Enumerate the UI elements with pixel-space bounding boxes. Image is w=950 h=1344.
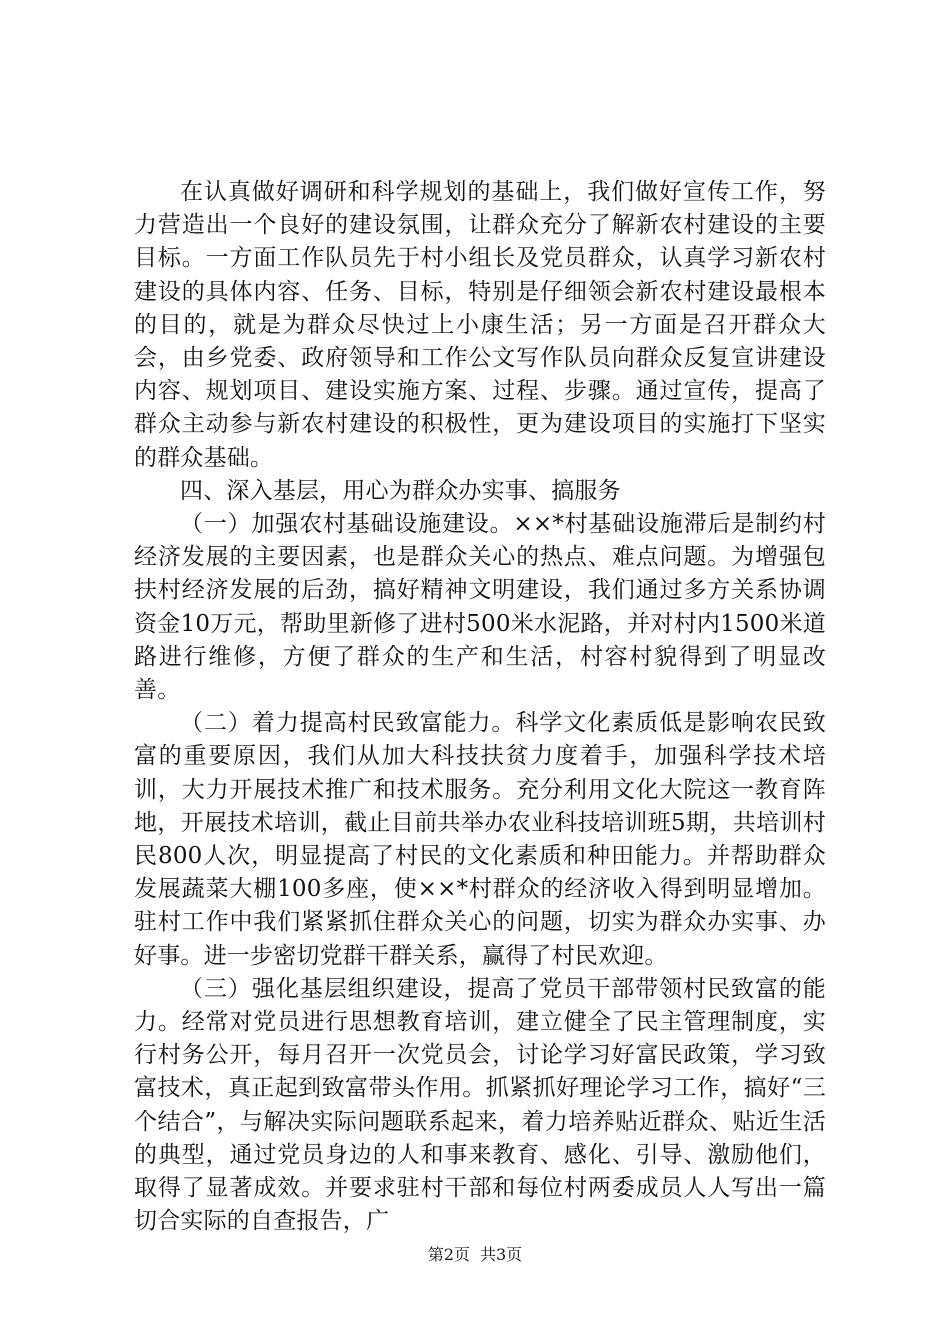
paragraph-publicity: 在认真做好调研和科学规划的基础上，我们做好宣传工作，努力营造出一个良好的建设氛围，让群众充分了解新农村建设的主要目标。一方面工作队员先于村小组长及党员群众，认真学习新农村建设的具体内容、任务、目标，特别是仔细领会新农村建设最根本的目的，就是为群众尽快过上小康生活；另一方面是召开群众大会，由乡党委、政府领导和工作公文写作队员向群众反复宣讲建设内容、规划项目、建设实施方案、过程、步骤。通过宣传，提高了群众主动参与新农村建设的积极性，更为建设项目的实施打下坚实的群众基础。 (134, 179, 826, 471)
paragraph-infrastructure: （一）加强农村基础设施建设。××*村基础设施滞后是制约村经济发展的主要因素，也是群众关心的热点、难点问题。为增强包扶村经济发展的后劲，搞好精神文明建设，我们通过多方关系协调资金10万元，帮助里新修了进村500米水泥路，并对村内1500米道路进行维修，方便了群众的生产和生活，村容村貌得到了明显改善。 (134, 511, 826, 704)
document-body (134, 176, 826, 1239)
page-total: 共3页 (480, 1245, 523, 1264)
section-heading-four: 四、深入基层，用心为群众办实事、搞服务 (180, 477, 621, 504)
paragraph-income-ability: （二）着力提高村民致富能力。科学文化素质低是影响农民致富的重要原因，我们从加大科技扶贫力度着手，加强科学技术培训，大力开展技术推广和技术服务。充分利用文化大院这一教育阵地，开展技术培训，截止目前共举办农业科技培训班5期，共培训村民800人次，明显提高了村民的文化素质和种田能力。并帮助群众发展蔬菜大棚100多座，使××*村群众的经济收入得到明显增加。驻村工作中我们紧紧抓住群众关心的问题，切实为群众办实事、办好事。进一步密切党群干群关系，赢得了村民欢迎。 (134, 710, 826, 969)
page-footer (0, 1245, 950, 1265)
paragraph-organization: （三）强化基层组织建设，提高了党员干部带领村民致富的能力。经常对党员进行思想教育培训，建立健全了民主管理制度，实行村务公开，每月召开一次党员会，讨论学习好富民政策，学习致富技术，真正起到致富带头作用。抓紧抓好理论学习工作，搞好“三个结合”，与解决实际问题联系起来，着力培养贴近群众、贴近生活的典型，通过党员身边的人和事来教育、感化、引导、激励他们，取得了显著成效。并要求驻村干部和每位村两委成员人人写出一篇切合实际的自查报告，广 (134, 975, 826, 1235)
page-number: 第2页 (427, 1245, 470, 1264)
